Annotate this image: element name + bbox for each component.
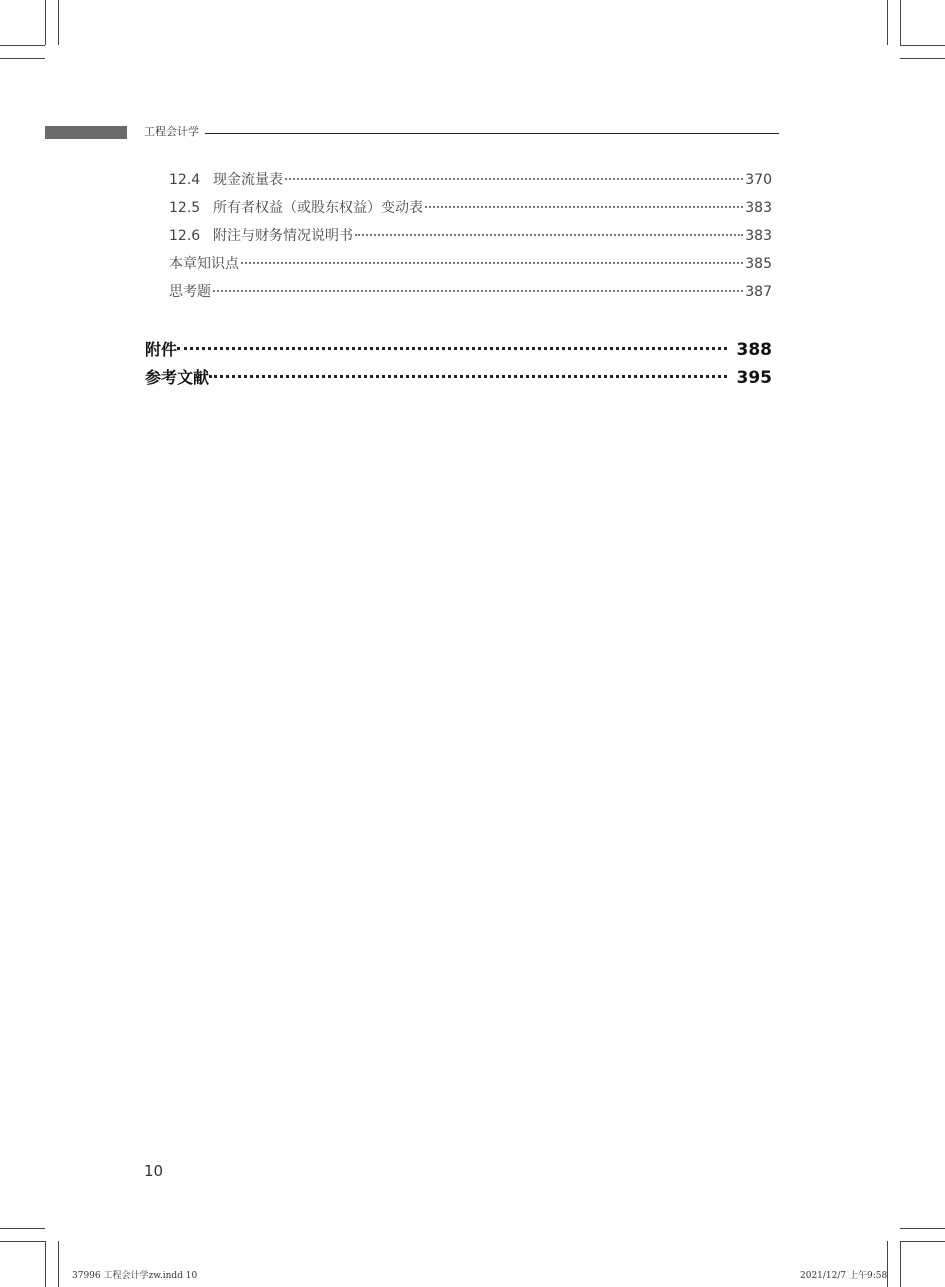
toc-page-number: 395 bbox=[736, 368, 772, 388]
running-header-title: 工程会计学 bbox=[144, 125, 199, 138]
toc-entry-title: 所有者权益（或股东权益）变动表 bbox=[213, 200, 423, 216]
crop-mark bbox=[58, 1241, 59, 1287]
crop-mark bbox=[900, 45, 945, 46]
toc-entry-title: 附注与财务情况说明书 bbox=[213, 228, 353, 244]
crop-mark bbox=[900, 1228, 945, 1229]
toc-entry-title: 思考题 bbox=[169, 284, 211, 300]
toc-section-number: 12.5 bbox=[169, 200, 201, 216]
toc-section-number: 12.6 bbox=[169, 228, 201, 244]
dot-leader bbox=[209, 375, 726, 378]
crop-mark bbox=[0, 45, 45, 46]
crop-mark bbox=[900, 58, 945, 59]
toc-entry bbox=[169, 197, 772, 221]
toc-page-number: 385 bbox=[745, 256, 772, 272]
toc-entry bbox=[169, 225, 772, 249]
toc-entry bbox=[169, 253, 772, 277]
print-slug-file: 37996 工程会计学zw.indd 10 bbox=[72, 1271, 198, 1281]
dot-leader bbox=[355, 234, 743, 236]
crop-mark bbox=[900, 0, 901, 45]
crop-mark bbox=[0, 1228, 45, 1229]
crop-mark bbox=[0, 1241, 45, 1242]
toc-page-number: 388 bbox=[736, 340, 772, 360]
toc-section-number: 12.4 bbox=[169, 172, 201, 188]
toc-page-number: 387 bbox=[745, 284, 772, 300]
toc-entry bbox=[169, 169, 772, 193]
toc-entry-title: 本章知识点 bbox=[169, 256, 239, 272]
toc-entry bbox=[169, 281, 772, 305]
toc-main-entry bbox=[145, 365, 772, 391]
crop-mark bbox=[900, 1241, 945, 1242]
crop-mark bbox=[45, 1241, 46, 1287]
header-rule bbox=[205, 133, 779, 134]
dot-leader bbox=[177, 347, 726, 350]
crop-mark bbox=[0, 58, 45, 59]
dot-leader bbox=[241, 262, 743, 264]
crop-mark bbox=[58, 0, 59, 45]
crop-mark bbox=[45, 0, 46, 45]
print-slug-date: 2021/12/7 上午9:58 bbox=[800, 1271, 888, 1281]
toc-entry-title: 现金流量表 bbox=[213, 172, 283, 188]
toc-entry-title: 参考文献 bbox=[145, 368, 210, 387]
dot-leader bbox=[425, 206, 743, 208]
page-number: 10 bbox=[144, 1162, 164, 1180]
toc-page-number: 383 bbox=[745, 200, 772, 216]
header-bar bbox=[45, 126, 127, 139]
toc-page-number: 370 bbox=[745, 172, 772, 188]
crop-mark bbox=[887, 0, 888, 45]
toc-page-number: 383 bbox=[745, 228, 772, 244]
dot-leader bbox=[213, 290, 743, 292]
toc-main-entry bbox=[145, 337, 772, 363]
toc-entry-title: 附件 bbox=[145, 340, 178, 359]
crop-mark bbox=[900, 1241, 901, 1287]
dot-leader bbox=[285, 178, 743, 180]
